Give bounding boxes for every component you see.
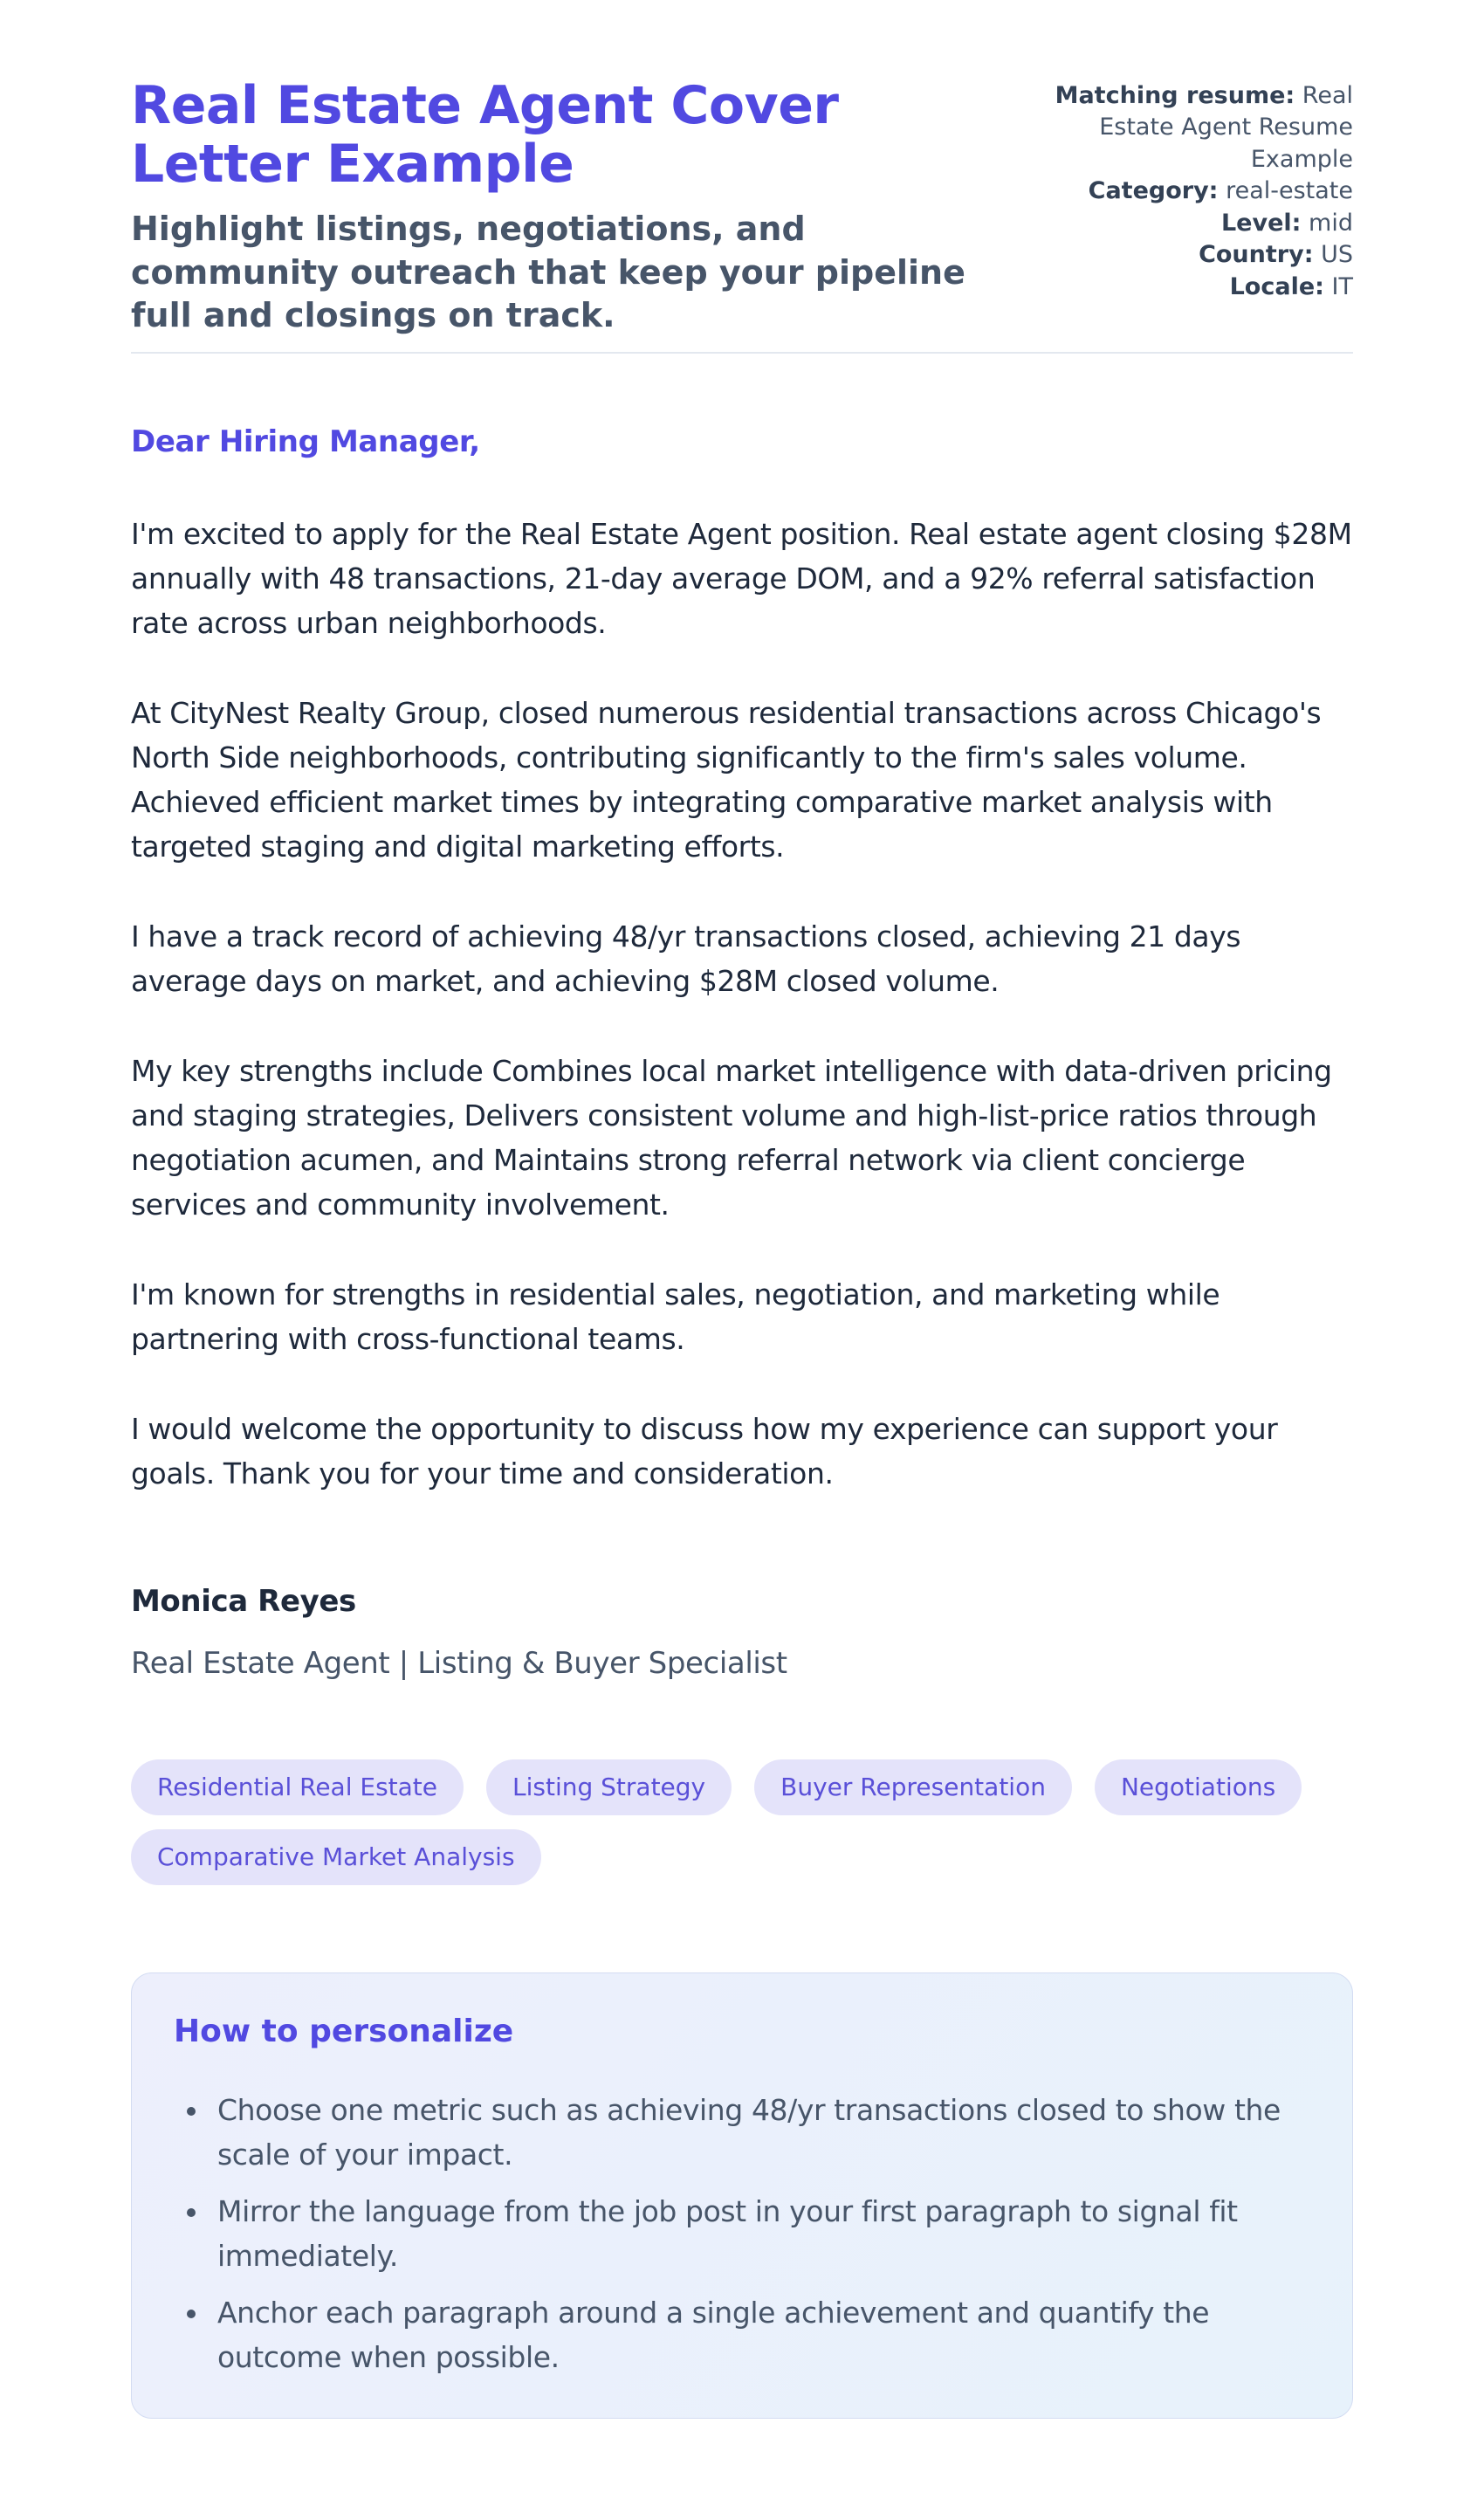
meta-value: mid (1309, 209, 1353, 237)
meta-row-country (1052, 239, 1353, 271)
meta-label: Matching resume: (1055, 82, 1295, 109)
personalize-box (131, 1972, 1353, 2419)
meta-label: Category: (1088, 177, 1219, 205)
letter-paragraph-5: I'm known for strengths in residential sales, negotiation, and marketing while partnering with cross-functional teams. (131, 1277, 1220, 1356)
page (131, 0, 1353, 2506)
meta-row-matching-resume (1052, 80, 1353, 176)
meta-label: Level: (1220, 209, 1302, 237)
cover-letter-body (131, 420, 1353, 1686)
header-title-block (131, 77, 1017, 338)
skill-tag-buyer-representation: Buyer Representation (754, 1759, 1072, 1815)
meta-value: IT (1331, 272, 1353, 300)
header-divider (131, 352, 1353, 354)
meta-value: Real Estate Agent Resume Example (1099, 82, 1353, 173)
meta-value: real-estate (1226, 177, 1353, 205)
skill-tag-comparative-market-analysis: Comparative Market Analysis (131, 1829, 541, 1885)
signature-role: Real Estate Agent | Listing & Buyer Specialist (131, 1645, 787, 1681)
skill-tag-residential-real-estate: Residential Real Estate (131, 1759, 464, 1815)
letter-paragraph-1: I'm excited to apply for the Real Estate Agent position. Real estate agent closing $28M annually with 48 transactions, 21-day average DOM, and a 92% referral satisfaction rate across urban neighborhoods. (131, 516, 1352, 640)
personalize-tip-list (174, 2088, 1310, 2379)
meta-label: Country: (1199, 241, 1314, 269)
personalize-title: How to personalize (174, 2013, 514, 2049)
skill-tag-listing-strategy: Listing Strategy (486, 1759, 732, 1815)
letter-paragraph-3: I have a track record of achieving 48/yr transactions closed, achieving 21 days average days on market, and achieving $28M closed volume. (131, 919, 1241, 998)
greeting: Dear Hiring Manager, (131, 423, 480, 459)
meta-value: US (1321, 241, 1353, 269)
personalize-tip-3: • Anchor each paragraph around a single achievement and quantify the outcome when possible. (210, 2290, 1310, 2379)
skill-tag-negotiations: Negotiations (1095, 1759, 1302, 1815)
header (131, 77, 1353, 338)
letter-paragraph-4: My key strengths include Combines local market intelligence with data-driven pricing and staging strategies, Delivers consistent volume and high-list-price ratios through negotiation acumen, and Maintains strong referral network via client concierge services and community involvement. (131, 1053, 1332, 1222)
meta-row-category (1052, 176, 1353, 207)
meta-row-level (1052, 208, 1353, 239)
meta-row-locale (1052, 272, 1353, 303)
page-title: Real Estate Agent Cover Letter Example (131, 75, 839, 196)
skill-tag-list (131, 1759, 1353, 1885)
personalize-tip-2: • Mirror the language from the job post in your first paragraph to signal fit immediately. (210, 2189, 1310, 2278)
page-subtitle: Highlight listings, negotiations, and community outreach that keep your pipeline full and closings on track. (131, 210, 965, 335)
personalize-tip-1: • Choose one metric such as achieving 48/yr transactions closed to show the scale of your impact. (210, 2088, 1310, 2177)
meta-label: Locale: (1229, 272, 1324, 300)
meta-panel (1052, 77, 1353, 303)
letter-paragraph-6: I would welcome the opportunity to discuss how my experience can support your goals. Thank you for your time and consideration. (131, 1411, 1278, 1491)
letter-paragraph-2: At CityNest Realty Group, closed numerous residential transactions across Chicago's North Side neighborhoods, contributing significantly to the firm's sales volume. Achieved efficient market times by integrating comparative market analysis with targeted staging and digital marketing efforts. (131, 695, 1322, 864)
signature-name: Monica Reyes (131, 1583, 356, 1619)
